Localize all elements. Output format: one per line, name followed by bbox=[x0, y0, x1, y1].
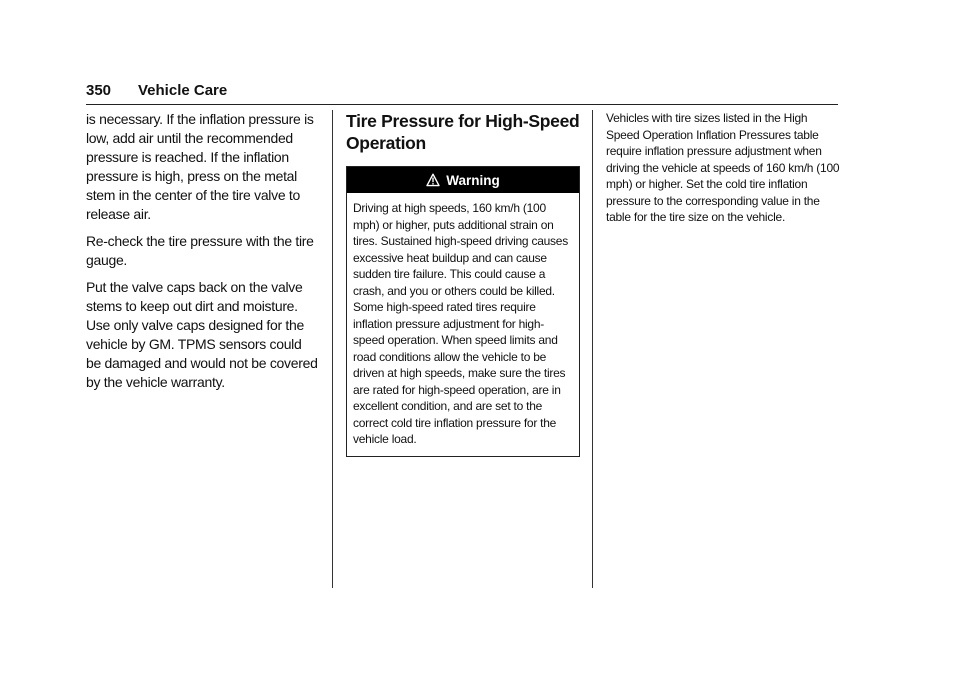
page-header bbox=[86, 82, 838, 105]
body-paragraph: Put the valve caps back on the valve stems to keep out dirt and moisture. Use only valve caps designed for the vehicle by GM. TPMS sensors could be damaged and would not be covered by the vehicle warranty. bbox=[86, 279, 318, 390]
body-paragraph: Vehicles with tire sizes listed in the High Speed Operation Inflation Pressures table require inflation pressure adjustment when driving the vehicle at speeds of 160 km/h (100 mph) or higher. Set the cold tire inflation pressure to the corresponding value in the table for the tire size on the vehicle. bbox=[606, 111, 840, 224]
page-number: 350 bbox=[86, 82, 112, 99]
column-right bbox=[606, 110, 842, 226]
column-middle bbox=[346, 110, 580, 457]
warning-box bbox=[346, 166, 580, 457]
warning-text: Driving at high speeds, 160 km/h (100 mph) or higher, puts additional strain on tires. Sustained high-speed driving causes excessive heat buildup and can cause sudden tire failure. This could cause a crash, and you or others could be killed. Some high-speed rated tires require inflation pressure adjustment for high-speed operation. When speed limits and road conditions allow the vehicle to be driven at high speeds, make sure the tires are rated for high-speed operation, are in excellent condition, and are set to the correct cold tire inflation pressure for the vehicle load. bbox=[353, 201, 568, 446]
warning-header bbox=[347, 167, 579, 193]
column-divider bbox=[592, 110, 593, 588]
section-title: Vehicle Care bbox=[138, 82, 228, 99]
body-paragraph: Re-check the tire pressure with the tire gauge. bbox=[86, 233, 314, 268]
warning-exclamation-icon bbox=[426, 173, 440, 187]
column-divider bbox=[332, 110, 333, 588]
warning-label: Warning bbox=[446, 172, 500, 188]
section-heading: Tire Pressure for High-Speed Operation bbox=[346, 111, 580, 153]
body-paragraph: is necessary. If the inflation pressure is low, add air until the recommended pressure is reached. If the inflation pressure is high, press on the metal stem in the center of the tire valve to release air. bbox=[86, 111, 314, 222]
column-left bbox=[86, 110, 318, 400]
